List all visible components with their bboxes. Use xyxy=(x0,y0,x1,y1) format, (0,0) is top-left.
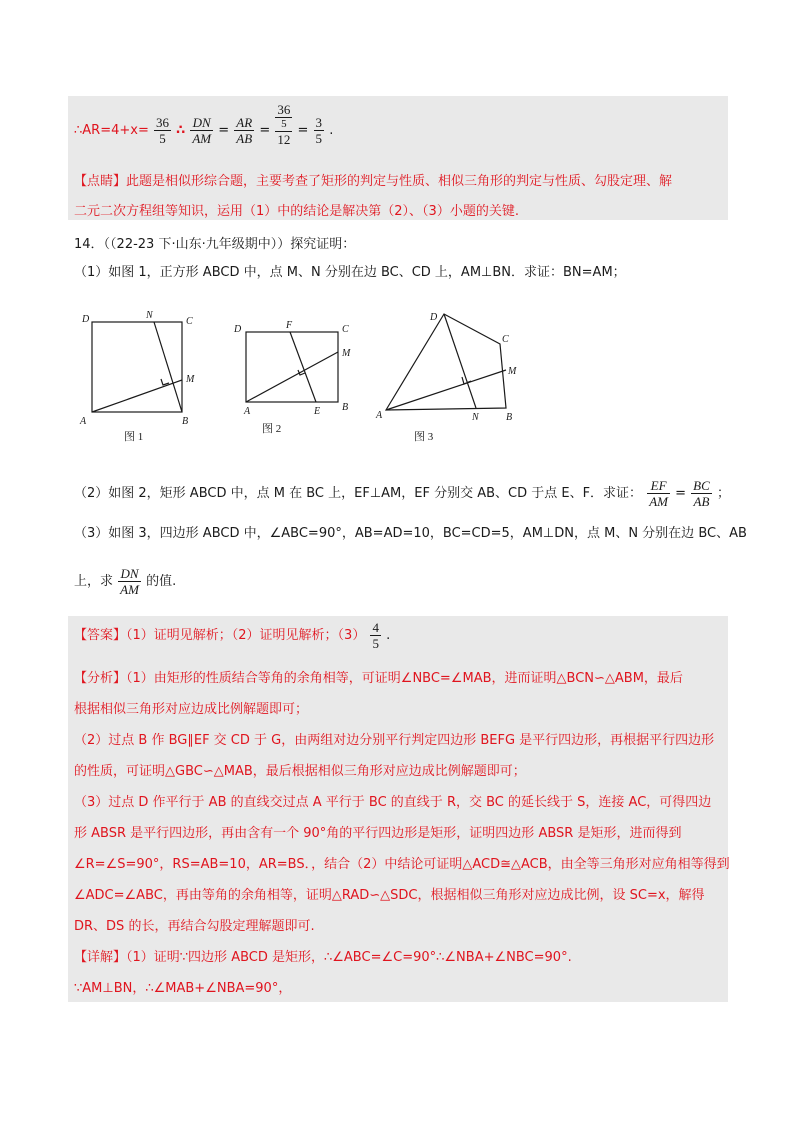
analysis-line-8: ∠ADC=∠ABC，再由等角的余角相等，证明△RAD∽△SDC，根据相似三角形对应边成比例，设 SC=x，解得 xyxy=(74,888,705,903)
figure-3-caption: 图 3 xyxy=(414,431,434,443)
figure-1-caption: 图 1 xyxy=(124,431,144,443)
fig1-label-m: M xyxy=(186,374,195,385)
detail-line-1: 【详解】（1）证明∵四边形 ABCD 是矩形，∴∠ABC=∠C=90°∴∠NBA+∠NBC=90°. xyxy=(74,950,572,965)
segment-bn xyxy=(154,322,182,412)
segment-am xyxy=(386,370,506,410)
fig2-label-f: F xyxy=(286,320,293,331)
fig3-label-c: C xyxy=(502,334,509,345)
fig1-label-b: B xyxy=(182,416,189,427)
problem-header: 14．（（22-23 下·山东·九年级期中））探究证明： xyxy=(74,237,356,252)
fig1-label-c: C xyxy=(186,316,193,327)
fraction-dn-am-question: $\frac{DN}{AM}$ xyxy=(120,566,139,597)
fraction-ar-ab: $\frac{AR}{AB}$ xyxy=(236,115,253,146)
segment-ef xyxy=(290,332,316,402)
fig2-label-c: C xyxy=(342,324,349,335)
fraction-ef-am: $\frac{EF}{AM}$ xyxy=(649,478,668,509)
dianjing-tag: 【点睛】 xyxy=(74,174,127,189)
figure-1 xyxy=(78,308,208,438)
fraction-nested: 36 5 12 xyxy=(277,102,291,147)
fig2-label-a: A xyxy=(244,406,251,417)
analysis-line-9: DR、DS 的长，再结合勾股定理解题即可. xyxy=(74,919,315,934)
answer-tag: 【答案】 xyxy=(74,628,127,643)
conclusion-prefix: ∴AR=4+x= xyxy=(74,123,149,138)
therefore-symbol: ∴ xyxy=(176,123,186,138)
segment-am xyxy=(246,352,338,402)
fraction-bc-ab: $\frac{BC}{AB}$ xyxy=(693,478,710,509)
analysis-line-7: ∠R=∠S=90°，RS=AB=10，AR=BS．，结合（2）中结论可证明△ACD≅△ACB，由全等三角形对应角相等得到 xyxy=(74,857,730,872)
fraction-36-5: $\frac{36}{5}$ xyxy=(155,115,169,146)
fig3-label-d: D xyxy=(430,312,438,323)
fig3-label-n: N xyxy=(472,412,479,423)
detail-line-2: ∵AM⊥BN，∴∠MAB+∠NBA=90°， xyxy=(74,981,292,996)
fraction-dn-am: $\frac{DN}{AM}$ xyxy=(192,115,212,146)
answer-line: 【答案】（1）证明见解析；（2）证明见解析；（3） $\frac{4}{5}$ . xyxy=(74,620,391,651)
fig2-label-m: M xyxy=(342,348,351,359)
fig1-label-n: N xyxy=(146,310,153,321)
fig3-label-b: B xyxy=(506,412,513,423)
fig1-label-a: A xyxy=(80,416,87,427)
problem-part-2: （2）如图 2，矩形 ABCD 中，点 M 在 BC 上，EF⊥AM，EF 分别交 AB、CD 于点 E、F．求证： $\frac{EF}{AM}$ = $\frac{BC}{AB}$ ； xyxy=(74,478,730,509)
fraction-4-5: $\frac{4}{5}$ xyxy=(372,620,379,651)
analysis-line-3: （2）过点 B 作 BG∥EF 交 CD 于 G，由两组对边分别平行判定四边形 BEFG 是平行四边形，再根据平行四边形 xyxy=(74,733,715,748)
fig2-label-e: E xyxy=(314,406,321,417)
figure-2-caption: 图 2 xyxy=(262,423,282,435)
analysis-line-4: 的性质，可证明△GBC∽△MAB，最后根据相似三角形对应边成比例解题即可； xyxy=(74,764,526,779)
rectangle-abcd xyxy=(246,332,338,402)
detail-tag: 【详解】 xyxy=(74,950,127,965)
conclusion-formula: ∴AR=4+x= $\frac{36}{5}$ ∴ $\frac{DN}{AM}$ = $\frac{AR}{AB}$ = 36 5 12 = $\frac{3}{5}$ . xyxy=(74,102,334,147)
fig2-label-b: B xyxy=(342,402,349,413)
quadrilateral-abcd xyxy=(386,314,506,410)
problem-part-3-cont: 上，求 $\frac{DN}{AM}$ 的值. xyxy=(74,566,177,597)
fig2-label-d: D xyxy=(234,324,242,335)
problem-part-3: （3）如图 3，四边形 ABCD 中，∠ABC=90°，AB=AD=10，BC=CD=5，AM⊥DN，点 M、N 分别在边 BC、AB xyxy=(74,526,747,541)
figure-2 xyxy=(230,318,360,418)
fig3-label-a: A xyxy=(376,410,383,421)
segment-am xyxy=(92,380,182,412)
analysis-line-6: 形 ABSR 是平行四边形，再由含有一个 90°角的平行四边形是矩形，证明四边形 ABSR 是矩形，进而得到 xyxy=(74,826,682,841)
fig1-label-d: D xyxy=(82,314,90,325)
analysis-tag: 【分析】 xyxy=(74,671,127,686)
problem-part-1: （1）如图 1，正方形 ABCD 中，点 M、N 分别在边 BC、CD 上，AM⊥BN．求证：BN=AM； xyxy=(74,265,626,280)
figure-3 xyxy=(368,304,518,424)
analysis-line-2: 根据相似三角形对应边成比例解题即可； xyxy=(74,702,309,717)
analysis-line-5: （3）过点 D 作平行于 AB 的直线交过点 A 平行于 BC 的直线于 R，交 BC 的延长线于 S，连接 AC，可得四边 xyxy=(74,795,712,810)
dianjing-line-2: 二元二次方程组等知识，运用（1）中的结论是解决第（2）、（3）小题的关键. xyxy=(74,204,519,219)
dianjing-line-1: 【点睛】此题是相似形综合题，主要考查了矩形的判定与性质、相似三角形的判定与性质、勾股定理、解 xyxy=(74,174,673,189)
analysis-line-1: 【分析】（1）由矩形的性质结合等角的余角相等，可证明∠NBC=∠MAB，进而证明△BCN∽△ABM，最后 xyxy=(74,671,683,686)
fraction-3-5: $\frac{3}{5}$ xyxy=(315,115,323,146)
fig3-label-m: M xyxy=(508,366,517,377)
right-angle-mark xyxy=(161,379,169,385)
